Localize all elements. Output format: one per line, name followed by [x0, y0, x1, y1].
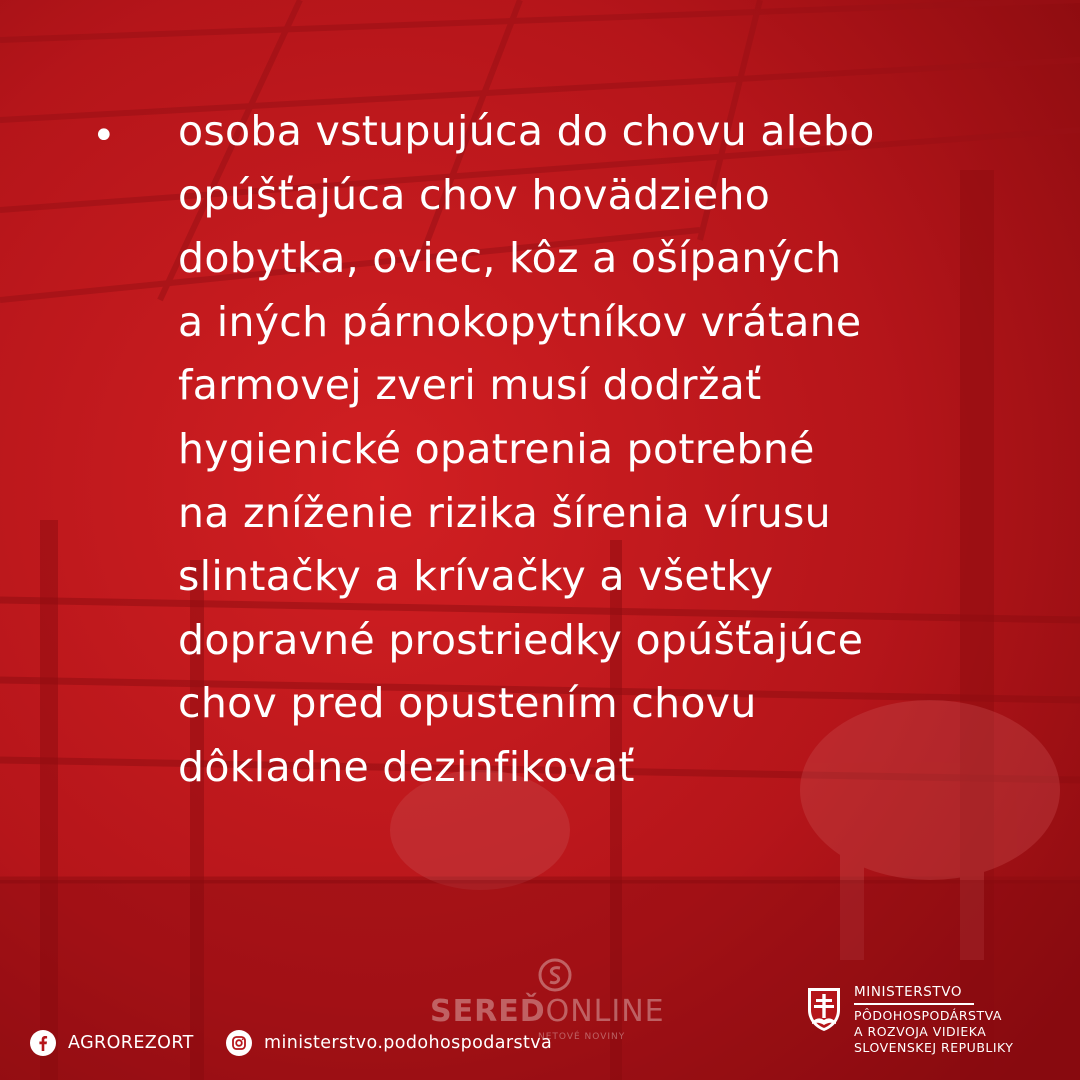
bullet-line: chov pred opustením chovu — [178, 679, 757, 728]
ministry-line-4: SLOVENSKEJ REPUBLIKY — [854, 1040, 1014, 1055]
watermark-tagline: NETOVÉ NOVINY — [538, 1032, 626, 1042]
bullet-line: a iných párnokopytníkov vrátane — [178, 297, 862, 346]
instagram-link[interactable] — [226, 1028, 552, 1058]
ministry-logo — [806, 984, 1066, 1064]
bullet-line: farmovej zveri musí dodržať — [178, 361, 762, 410]
ministry-line-3: A ROZVOJA VIDIEKA — [854, 1024, 987, 1039]
bullet-line: osoba vstupujúca do chovu alebo — [178, 107, 875, 155]
bullet-marker: • — [92, 113, 116, 159]
watermark-brand — [430, 994, 665, 1029]
bullet-line: dobytka, oviec, kôz a ošípaných — [178, 234, 842, 283]
sered-online-logo — [538, 958, 572, 992]
bullet-line: dôkladne dezinfikovať — [178, 742, 635, 791]
bullet-line: opúšťajúca chov hovädzieho — [178, 170, 771, 219]
slovak-crest-icon — [806, 986, 842, 1032]
bullet-line: hygienické opatrenia potrebné — [178, 424, 815, 473]
ministry-line-1: MINISTERSTVO — [854, 984, 963, 1000]
bullet-text — [178, 100, 998, 800]
bullet-line: slintačky a krívačky a všetky — [178, 552, 774, 601]
facebook-label: AGROREZORT — [68, 1033, 194, 1053]
facebook-icon — [30, 1030, 56, 1056]
bullet-line: dopravné prostriedky opúšťajúce — [178, 615, 864, 664]
ministry-line-2: PÔDOHOSPODÁRSTVA — [854, 1008, 1002, 1023]
bullet-line: na zníženie rizika šírenia vírusu — [178, 488, 831, 537]
watermark-brand-light: ONLINE — [545, 994, 665, 1029]
watermark-brand-bold: SEREĎ — [430, 994, 546, 1029]
facebook-link[interactable] — [30, 1028, 194, 1058]
instagram-icon — [226, 1030, 252, 1056]
instagram-label: ministerstvo.podohospodarstva — [264, 1033, 553, 1053]
ministry-divider — [854, 1003, 974, 1005]
